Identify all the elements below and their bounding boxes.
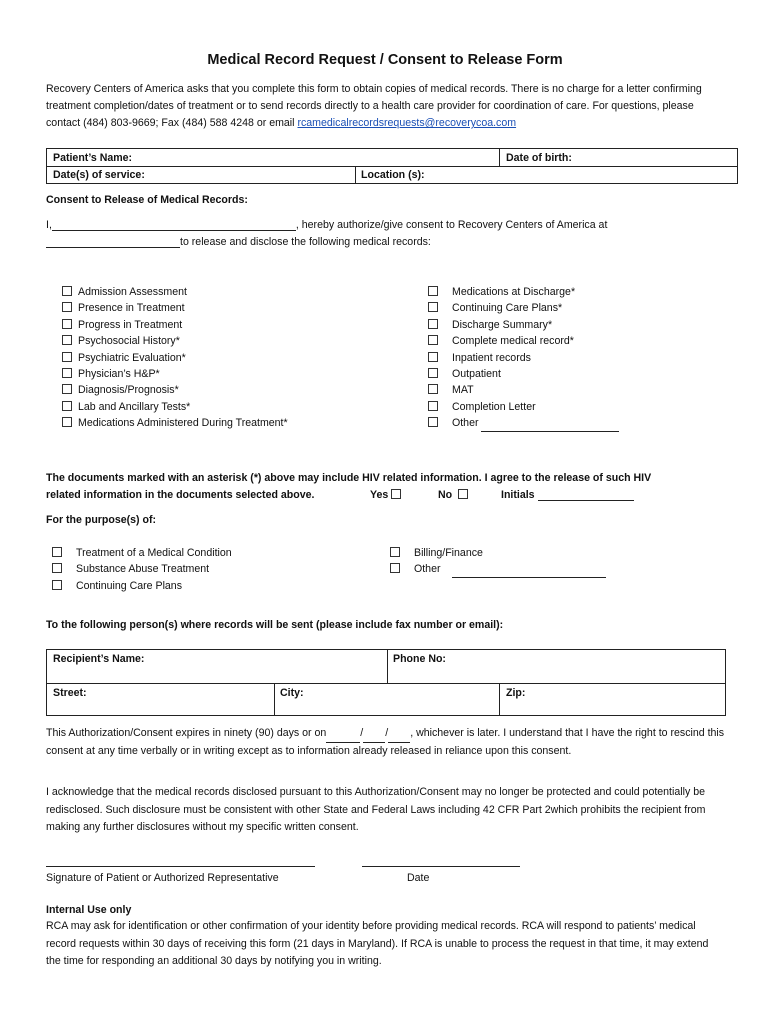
- list-item[interactable]: Lab and Ancillary Tests*: [62, 399, 288, 415]
- page-title: Medical Record Request / Consent to Release Form: [207, 52, 563, 68]
- phone-field[interactable]: Phone No:: [393, 653, 446, 665]
- consent-line-2: [46, 236, 431, 248]
- intro-text: Recovery Centers of America asks that you complete this form to obtain copies of medical records. There is no charge for a letter confirming treatment completion/dates of treatment or to send records directly to a health care provider for coordination of care. For questions, please contact (484) 803-9669; Fax (484) 588 4248 or email: [46, 83, 702, 129]
- list-item[interactable]: Medications Administered During Treatment*: [62, 415, 288, 431]
- checkbox[interactable]: [52, 563, 62, 573]
- checkbox[interactable]: [62, 401, 72, 411]
- other-record-input[interactable]: [481, 431, 619, 432]
- list-item[interactable]: Medications at Discharge*: [428, 284, 619, 300]
- hiv-line-1: The documents marked with an asterisk (*) above may include HIV related information. I agree to the release of such HIV: [46, 472, 652, 484]
- checkbox[interactable]: [428, 335, 438, 345]
- street-field[interactable]: Street:: [53, 687, 87, 699]
- hiv-no-option[interactable]: No: [438, 489, 474, 501]
- purpose-heading: For the purpose(s) of:: [46, 514, 157, 526]
- list-item[interactable]: Progress in Treatment: [62, 317, 288, 333]
- checkbox[interactable]: [428, 417, 438, 427]
- list-item[interactable]: Inpatient records: [428, 350, 619, 366]
- list-item[interactable]: Physician’s H&P*: [62, 366, 288, 382]
- checkbox[interactable]: [428, 401, 438, 411]
- expiry-paragraph: This Authorization/Consent expires in ninety (90) days or on / / , whichever is later. I understand that I have the right to rescind this consent at any time verbally or in writing except as to information already released in reliance upon this consent.: [46, 727, 725, 757]
- recipient-name-field[interactable]: Recipient’s Name:: [53, 653, 145, 665]
- list-item[interactable]: Psychosocial History*: [62, 333, 288, 349]
- consent-heading: Consent to Release of Medical Records:: [46, 194, 248, 206]
- patient-name-field[interactable]: Patient’s Name:: [53, 152, 133, 164]
- list-item[interactable]: Substance Abuse Treatment: [52, 561, 232, 577]
- recipient-table: [46, 649, 726, 716]
- list-item[interactable]: MAT: [428, 382, 619, 398]
- checkbox[interactable]: [62, 335, 72, 345]
- list-item[interactable]: Presence in Treatment: [62, 300, 288, 316]
- date-label: Date: [407, 872, 430, 884]
- consent-line-1: [46, 219, 607, 231]
- list-item[interactable]: Psychiatric Evaluation*: [62, 350, 288, 366]
- list-item[interactable]: Complete medical record*: [428, 333, 619, 349]
- list-item[interactable]: Other: [390, 561, 606, 577]
- expiry-day-input[interactable]: [363, 742, 385, 743]
- checkbox[interactable]: [428, 384, 438, 394]
- list-item[interactable]: Outpatient: [428, 366, 619, 382]
- checkbox[interactable]: [428, 352, 438, 362]
- yes-checkbox[interactable]: [391, 489, 401, 499]
- signature-label: Signature of Patient or Authorized Representative: [46, 872, 279, 884]
- checkbox[interactable]: [62, 302, 72, 312]
- signature-line[interactable]: [46, 866, 315, 867]
- checkbox[interactable]: [62, 352, 72, 362]
- patient-table: [46, 148, 738, 184]
- consent-line1-suffix: , hereby authorize/give consent to Recovery Centers of America at: [295, 219, 608, 231]
- list-item[interactable]: Billing/Finance: [390, 545, 606, 561]
- dates-of-service-field[interactable]: Date(s) of service:: [53, 169, 145, 181]
- records-right-list: [428, 284, 619, 432]
- acknowledge-paragraph: I acknowledge that the medical records disclosed pursuant to this Authorization/Consent may no longer be protected and could potentially be redisclosed. Such disclosure must be consistent with other State and Federal Laws including 42 CFR Part 2which prohibits the recipient from making any further disclosures without my specific written consent.: [46, 786, 706, 833]
- list-item[interactable]: Continuing Care Plans: [52, 578, 232, 594]
- list-item[interactable]: Treatment of a Medical Condition: [52, 545, 232, 561]
- checkbox[interactable]: [62, 368, 72, 378]
- checkbox[interactable]: [428, 368, 438, 378]
- list-item[interactable]: Completion Letter: [428, 399, 619, 415]
- checkbox[interactable]: [390, 563, 400, 573]
- consent-prefix: I,: [46, 219, 52, 231]
- list-item[interactable]: Other: [428, 415, 619, 431]
- city-field[interactable]: City:: [280, 687, 304, 699]
- checkbox[interactable]: [62, 417, 72, 427]
- zip-field[interactable]: Zip:: [506, 687, 526, 699]
- consent-line2-suffix: to release and disclose the following medical records:: [180, 236, 431, 248]
- expiry-year-input[interactable]: [388, 742, 410, 743]
- intro-paragraph: [46, 81, 726, 132]
- consent-name-input[interactable]: [52, 230, 296, 231]
- checkbox[interactable]: [428, 302, 438, 312]
- no-checkbox[interactable]: [458, 489, 468, 499]
- expiry-month-input[interactable]: [326, 742, 360, 743]
- records-left-list: [62, 284, 288, 432]
- date-of-birth-field[interactable]: Date of birth:: [506, 152, 572, 164]
- checkbox[interactable]: [62, 286, 72, 296]
- hiv-initials: Initials: [501, 489, 634, 501]
- checkbox[interactable]: [52, 580, 62, 590]
- purpose-right-list: [390, 545, 606, 578]
- list-item[interactable]: Admission Assessment: [62, 284, 288, 300]
- checkbox[interactable]: [390, 547, 400, 557]
- checkbox[interactable]: [428, 286, 438, 296]
- other-purpose-input[interactable]: [452, 577, 606, 578]
- list-item[interactable]: Continuing Care Plans*: [428, 300, 619, 316]
- checkbox[interactable]: [62, 319, 72, 329]
- recipient-heading: To the following person(s) where records will be sent (please include fax number or email):: [46, 619, 504, 631]
- checkbox[interactable]: [428, 319, 438, 329]
- initials-input[interactable]: [538, 500, 634, 501]
- checkbox[interactable]: [52, 547, 62, 557]
- internal-paragraph: RCA may ask for identification or other confirmation of your identity before providing medical records. RCA will respond to patients’ medical record requests within 30 days of receiving this form (21 days in Maryland). If RCA is unable to process the request in that time, it may extend the time for responding an additional 30 days by notifying you in writing.: [46, 920, 709, 967]
- purpose-left-list: [52, 545, 232, 594]
- email-link[interactable]: rcamedicalrecordsrequests@recoverycoa.com: [297, 117, 517, 129]
- hiv-line-2: related information in the documents selected above.: [46, 489, 315, 501]
- consent-facility-input[interactable]: [46, 247, 180, 248]
- checkbox[interactable]: [62, 384, 72, 394]
- list-item[interactable]: Discharge Summary*: [428, 317, 619, 333]
- location-field[interactable]: Location (s):: [361, 169, 425, 181]
- date-line[interactable]: [362, 866, 520, 867]
- list-item[interactable]: Diagnosis/Prognosis*: [62, 382, 288, 398]
- internal-heading: Internal Use only: [46, 904, 132, 916]
- hiv-yes-option[interactable]: Yes: [370, 489, 407, 501]
